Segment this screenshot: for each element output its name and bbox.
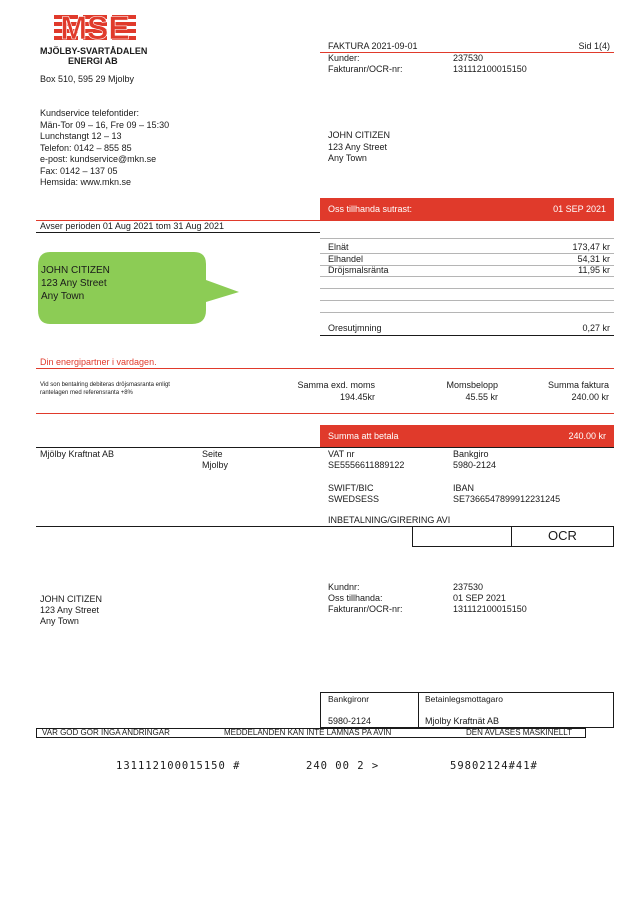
line-label-2: Dröjsmalsränta [328, 265, 389, 275]
item-rule-2 [320, 276, 614, 277]
pay-bar-amount: 240.00 kr [568, 431, 606, 441]
invoice-sum-value: 240.00 kr [571, 392, 609, 402]
bubble-name: JOHN CITIZEN [41, 265, 110, 276]
period-underline [36, 232, 320, 233]
due-bar-label: Oss tillhanda sutrast: [328, 204, 413, 214]
line-label-1: Elhandel [328, 254, 364, 264]
giro-input-box [412, 526, 512, 547]
payee-seat-label: Seite [202, 449, 223, 459]
giro-kundnr-value: 237530 [453, 582, 484, 592]
billing-period: Avser perioden 01 Aug 2021 tom 31 Aug 2021 [40, 221, 224, 231]
tagline: Din energipartner i vardagen. [40, 357, 157, 367]
giro-receiver-label: Betainlegsmottagaro [425, 694, 503, 704]
line-amount-2: 11,95 kr [578, 265, 610, 275]
company-address: Box 510, 595 29 Mjolby [40, 74, 135, 84]
cs-fax: Fax: 0142 – 137 05 [40, 165, 118, 176]
logo-mark [52, 12, 142, 44]
line-amount-0: 173,47 kr [572, 242, 610, 252]
bankgiro-label: Bankgiro [453, 449, 489, 459]
tagline-rule [36, 368, 614, 369]
totals-rule [36, 413, 614, 414]
giro-due-value: 01 SEP 2021 [453, 593, 506, 603]
vat-nr-label: VAT nr [328, 449, 355, 459]
customer-label: Kunder: [328, 53, 360, 63]
items-top-rule [320, 238, 614, 239]
iban-label: IBAN [453, 483, 475, 493]
line-amount-1: 54,31 kr [577, 254, 610, 264]
line-label-0: Elnät [328, 242, 349, 252]
giro-footer-3: DEN AVLASES MASKINELLT [466, 728, 572, 737]
page-number: Sid 1(4) [578, 41, 610, 51]
invoice-title: FAKTURA 2021-09-01 [328, 41, 418, 51]
giro-recipient-town: Any Town [40, 616, 79, 626]
pay-bar [320, 425, 614, 447]
cs-web: Hemsida: www.mkn.se [40, 177, 132, 187]
giro-ocr-label: Fakturanr/OCR-nr: [328, 604, 403, 614]
vat-value: 45.55 kr [465, 392, 498, 402]
swift-label: SWIFT/BIC [328, 483, 374, 493]
due-bar [320, 198, 614, 220]
recipient-town: Any Town [328, 153, 367, 163]
giro-footer-2: MEDDELANDEN KAN INTE LAMNAS PA AVIN [224, 728, 392, 737]
bankgiro-value: 5980-2124 [453, 460, 497, 470]
item-rule-4 [320, 300, 614, 301]
giro-footer-1: VAR GOD GOR INGA ANDRINGAR [42, 728, 170, 737]
swift-value: SWEDSESS [328, 494, 380, 504]
ocr-box-label: OCR [548, 528, 577, 543]
excl-vat-value: 194.45kr [339, 392, 375, 402]
interest-note-1: Vid son bentalring debiteras dröjsmasranta enligt [40, 382, 170, 388]
machine-line-ocr: 131112100015150 # [116, 760, 241, 772]
giro-recipient-name: JOHN CITIZEN [40, 594, 102, 604]
giro-bankgiro-value: 5980-2124 [328, 716, 372, 726]
cs-title: Kundservice telefontider: [40, 108, 140, 118]
giro-bankgiro-label: Bankgironr [328, 694, 370, 704]
machine-line-account: 59802124#41# [450, 760, 538, 772]
company-name-2: ENERGI AB [68, 56, 118, 66]
rounding-label: Oresutjmning [328, 323, 382, 333]
giro-account-divider [418, 692, 419, 728]
bubble-town: Any Town [41, 291, 85, 302]
payee-name: Mjölby Kraftnat AB [40, 449, 115, 459]
giro-kundnr-label: Kundnr: [328, 582, 360, 592]
giro-ocr-value: 131112100015150 [453, 604, 527, 614]
pay-rule [36, 447, 614, 448]
rounding-rule [320, 335, 614, 336]
cs-phone: Telefon: 0142 – 855 85 [40, 142, 132, 153]
excl-vat-label: Samma exd. moms [297, 380, 375, 390]
invoice-sum-label: Summa faktura [547, 380, 609, 390]
vat-nr-value: SE5556611889122 [328, 460, 405, 470]
customer-value: 237530 [453, 53, 484, 63]
giro-recipient-street: 123 Any Street [40, 605, 100, 615]
company-logo [52, 12, 142, 44]
machine-line-amount: 240 00 2 > [306, 760, 380, 772]
item-rule-5 [320, 312, 614, 313]
recipient-street: 123 Any Street [328, 141, 388, 152]
payee-seat-value: Mjolby [202, 460, 229, 470]
svg-text:MSE: MSE [60, 12, 130, 44]
pay-bar-label: Summa att betala [328, 431, 399, 441]
cs-email: e-post: kundservice@mkn.se [40, 154, 157, 164]
cs-hours: Män-Tor 09 – 16, Fre 09 – 15:30 [40, 119, 170, 130]
giro-due-label: Oss tillhanda: [328, 593, 383, 603]
cs-lunch: Lunchstangt 12 – 13 [40, 131, 122, 141]
recipient-name: JOHN CITIZEN [328, 130, 390, 140]
giro-title: INBETALNING/GIRERING AVI [328, 515, 451, 525]
company-name-1: MJÖLBY-SVARTÅDALEN [40, 46, 148, 56]
due-bar-date: 01 SEP 2021 [553, 204, 606, 214]
bubble-street: 123 Any Street [41, 278, 107, 289]
ocr-label: Fakturanr/OCR-nr: [328, 64, 403, 74]
ocr-value: 131112100015150 [453, 64, 527, 74]
ocr-box [512, 526, 614, 547]
rounding-amount: 0,27 kr [582, 323, 610, 333]
vat-label: Momsbelopp [446, 380, 498, 390]
item-rule-3 [320, 288, 614, 289]
iban-value: SE7366547899912231245 [453, 494, 561, 504]
giro-receiver-value: Mjolby Kraftnät AB [425, 716, 500, 726]
interest-note-2: rantelagen med referensranta +8% [40, 390, 133, 396]
